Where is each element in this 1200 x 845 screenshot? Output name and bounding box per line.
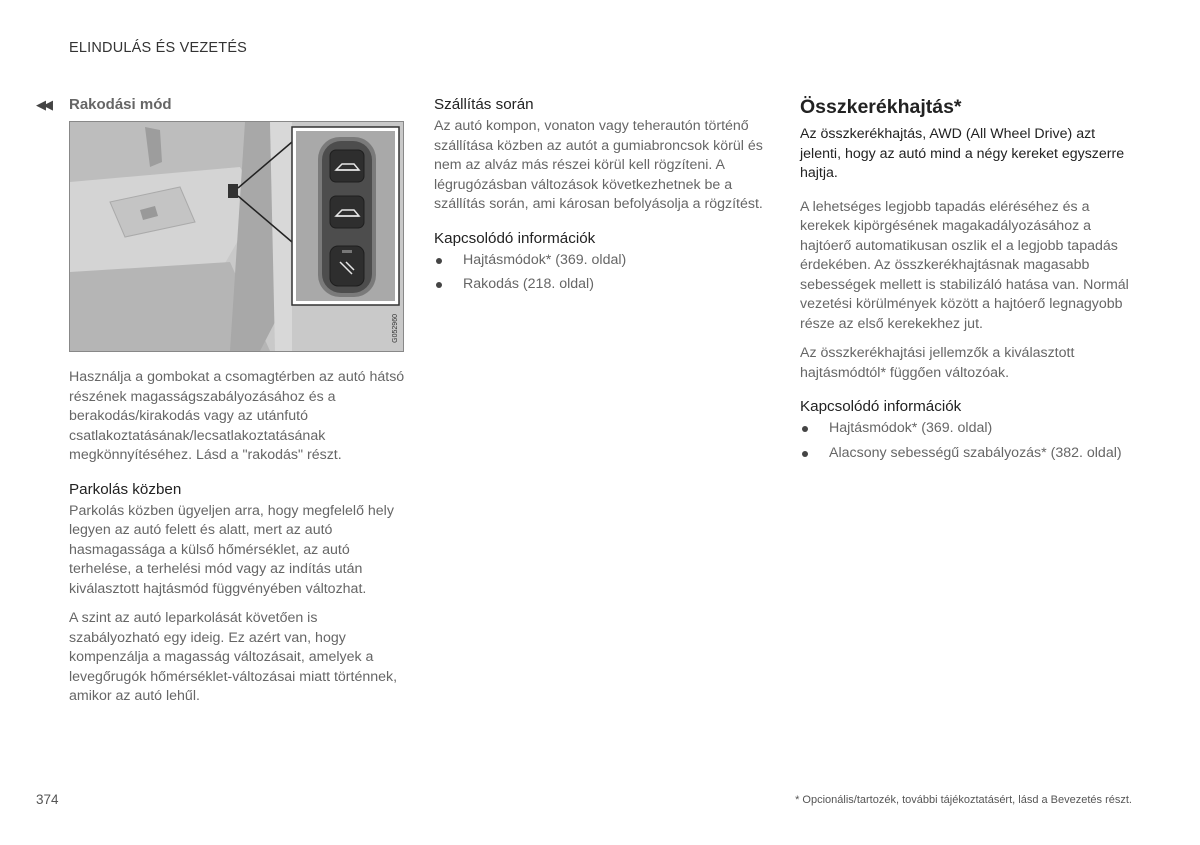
related-info-heading: Kapcsolódó információk: [434, 229, 596, 247]
trunk-illustration-svg: [70, 122, 403, 351]
transport-paragraph: Az autó kompon, vonaton vagy teherautón történő szállítása közben az autót a gumiabroncsok körül és nem az alváz más részei körül kell rögzíteni. A légrugózásban változások következhetnek be a szállítás során, ami károsan befolyásolja a rögzítést.: [434, 118, 763, 212]
column-loading-mode: [36, 95, 406, 707]
continuation-icon: ◀◀: [36, 97, 50, 112]
transport-heading: Szállítás során: [434, 96, 534, 113]
related-info-list: [434, 251, 764, 295]
related-link[interactable]: Hajtásmódok* (369. oldal): [800, 419, 1140, 439]
figure-code: G052960: [392, 314, 399, 343]
related-info-list: [800, 419, 1140, 463]
section-title-loading-mode: Rakodási mód: [69, 96, 172, 113]
parking-paragraph-2: A szint az autó leparkolását követően is szabályozható egy ideig. Ez azért van, hogy kompenzálja a magasság változásait, amelyek a levegőrugók hőmérséklet-változásai miatt történnek, amikor az autó lehűl.: [69, 610, 398, 704]
related-link[interactable]: Alacsony sebességű szabályozás* (382. oldal): [800, 444, 1140, 464]
related-link[interactable]: Rakodás (218. oldal): [434, 275, 764, 295]
related-link[interactable]: Hajtásmódok* (369. oldal): [434, 251, 764, 271]
column-awd: [800, 95, 1140, 468]
chapter-header: ELINDULÁS ÉS VEZETÉS: [69, 40, 248, 56]
column-transport: [434, 95, 764, 300]
awd-title: Összkerékhajtás*: [800, 96, 962, 118]
page-number: 374: [36, 792, 59, 807]
awd-paragraph-1: A lehetséges legjobb tapadás eléréséhez és a kerekek kipörgésének magakadályozásához a hajtóerő automatikusan oszlik el a legjobb tapadás érdekében. Az összkerékhajtásnak magasabb sebességek mellett is stabilizáló hatása van. Normál vezetési körülmények között a hajtóerő legnagyobb része az első kerekekhez jut.: [800, 198, 1129, 332]
footnote: * Opcionális/tartozék, további tájékoztatásért, lásd a Bevezetés részt.: [795, 794, 1132, 806]
parking-paragraph-1: Parkolás közben ügyeljen arra, hogy megfelelő hely legyen az autó felett és alatt, mert az autó hasmagassága a külső hőmérséklet, az autó terhelése, a terhelési mód vagy az indítás után kiválasztott hajtásmód függvényében változhat.: [69, 502, 394, 597]
parking-heading: Parkolás közben: [69, 480, 182, 498]
awd-paragraph-2: Az összkerékhajtási jellemzők a kiválasztott hajtásmódtól* függően változóak.: [800, 345, 1075, 381]
trunk-buttons-illustration: [69, 121, 404, 352]
related-info-heading: Kapcsolódó információk: [800, 398, 962, 415]
loading-mode-intro: Használja a gombokat a csomagtérben az autó hátsó részének magasságszabályozásához és a berakodás/kirakodás vagy az utánfutó csatlakoztatásának/lecsatlakoztatásának megkönnyítéséhez. Lásd a "rakodás" részt.: [69, 369, 405, 463]
awd-lead: Az összkerékhajtás, AWD (All Wheel Drive) azt jelenti, hogy az autó mind a négy kereket egyszerre hajtja.: [800, 126, 1125, 181]
